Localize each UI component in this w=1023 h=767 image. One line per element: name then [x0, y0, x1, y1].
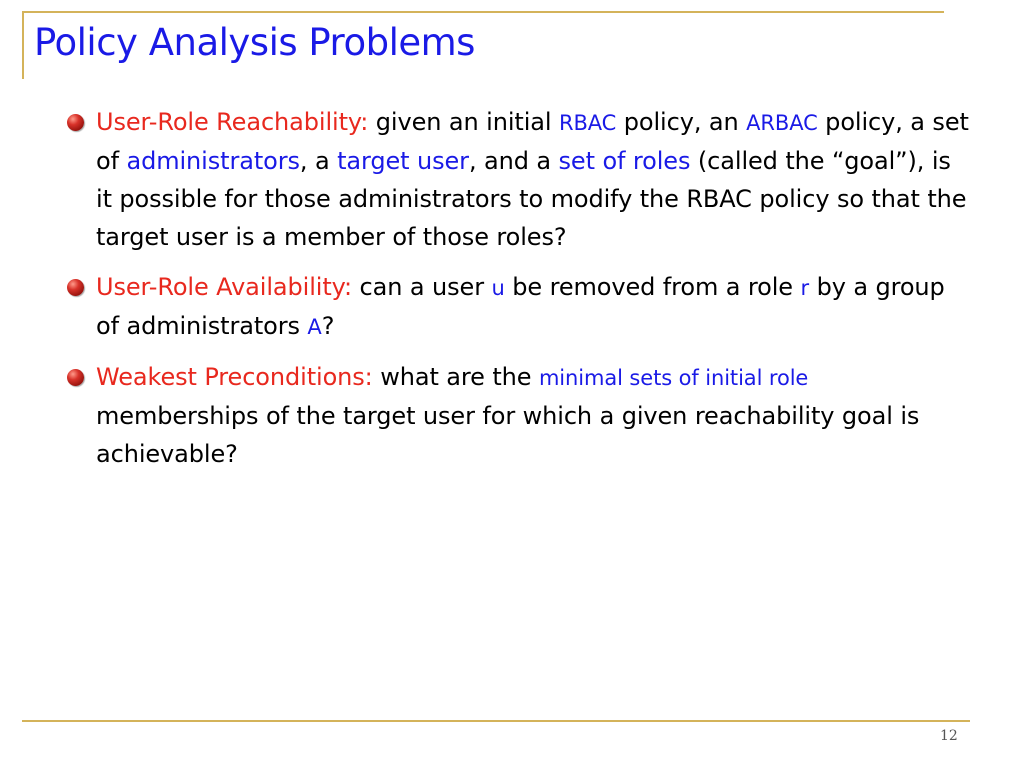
page-number: 12 [940, 728, 958, 744]
highlight-administrators: administrators [126, 147, 300, 175]
highlight-set-of-roles: set of roles [558, 147, 691, 175]
bullet-weakest-preconditions [66, 358, 971, 473]
bullet-sphere-icon [67, 279, 84, 296]
bullet-text: by a group of administrators [96, 273, 945, 340]
bullet-text: , a [299, 147, 338, 175]
bullet-text: ? [321, 312, 335, 340]
bullet-text: given an initial [368, 108, 559, 136]
bullet-text: , and a [468, 147, 559, 175]
term-label: User-Role Availability: [96, 273, 353, 301]
bullet-text: be removed from a role [504, 273, 801, 301]
term-label: User-Role Reachability: [96, 108, 369, 136]
slide-title: Policy Analysis Problems [34, 21, 475, 64]
bullet-user-role-availability [66, 268, 971, 346]
bullet-text: memberships of the target user for which a given reachability goal is achievable? [96, 402, 920, 468]
term-label: Weakest Preconditions: [96, 363, 373, 391]
highlight-a: A [307, 315, 322, 339]
highlight-r: r [800, 276, 810, 300]
footer-line [22, 720, 970, 722]
bullet-list [66, 103, 971, 485]
highlight-target-user: target user [337, 147, 469, 175]
highlight-minimal-sets: minimal sets of initial role [538, 366, 809, 390]
highlight-arbac: ARBAC [746, 111, 818, 135]
title-frame-left-line [22, 11, 24, 79]
bullet-text: what are the [372, 363, 539, 391]
highlight-rbac: RBAC [558, 111, 617, 135]
bullet-sphere-icon [67, 369, 84, 386]
bullet-sphere-icon [67, 114, 84, 131]
title-frame-top-line [22, 11, 944, 13]
bullet-text: (called the “goal”), is it possible for those administrators to modify the RBAC policy so that the target user is a member of those roles? [96, 147, 967, 251]
bullet-text: policy, a set of [96, 108, 969, 175]
bullet-text: can a user [352, 273, 492, 301]
bullet-user-role-reachability [66, 103, 971, 256]
highlight-u: u [491, 276, 505, 300]
bullet-text: policy, an [616, 108, 747, 136]
